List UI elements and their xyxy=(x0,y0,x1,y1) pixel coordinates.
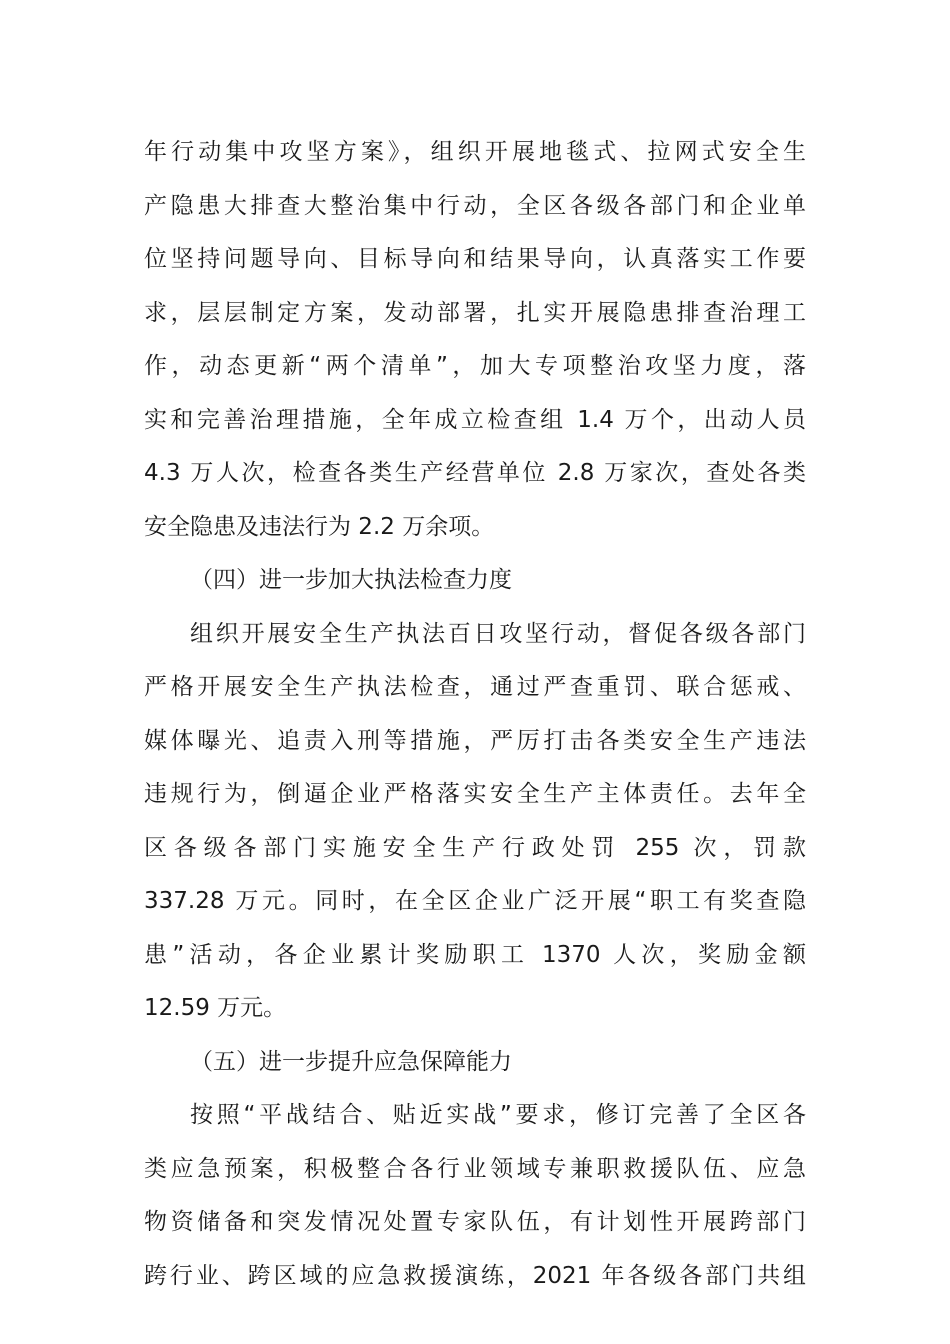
text-line: 区各级各部门实施安全生产行政处罚 255 次，罚款 xyxy=(144,834,806,861)
text-line: 类应急预案，积极整合各行业领域专兼职救援队伍、应急 xyxy=(144,1155,806,1182)
paragraph-emergency xyxy=(144,1089,806,1303)
text-line: 337.28 万元。同时，在全区企业广泛开展“职工有奖查隐 xyxy=(144,888,806,914)
text-line: 实和完善治理措施，全年成立检查组 1.4 万个，出动人员 xyxy=(144,406,806,433)
text-line: 12.59 万元。 xyxy=(144,995,287,1021)
text-line: 位坚持问题导向、目标导向和结果导向，认真落实工作要 xyxy=(144,246,806,272)
text-line: 物资储备和突发情况处置专家队伍，有计划性开展跨部门 xyxy=(144,1209,806,1235)
text-line: 作，动态更新“两个清单”，加大专项整治攻坚力度，落 xyxy=(144,353,806,379)
text-line: 产隐患大排查大整治集中行动，全区各级各部门和企业单 xyxy=(144,192,806,219)
text-line: 安全隐患及违法行为 2.2 万余项。 xyxy=(144,513,495,540)
section-heading-5: （五）进一步提升应急保障能力 xyxy=(190,1048,512,1075)
text-line: 严格开展安全生产执法检查，通过严查重罚、联合惩戒、 xyxy=(144,674,806,700)
text-line: 求，层层制定方案，发动部署，扎实开展隐患排查治理工 xyxy=(144,299,806,326)
text-line: 患”活动，各企业累计奖励职工 1370 人次，奖励金额 xyxy=(144,941,806,968)
text-line: 年行动集中攻坚方案》，组织开展地毯式、拉网式安全生 xyxy=(144,139,806,165)
paragraph-continuation xyxy=(144,126,806,554)
text-line: 4.3 万人次，检查各类生产经营单位 2.8 万家次，查处各类 xyxy=(144,460,806,486)
text-line: 组织开展安全生产执法百日攻坚行动，督促各级各部门 xyxy=(190,620,806,647)
text-line: 按照“平战结合、贴近实战”要求，修订完善了全区各 xyxy=(190,1102,806,1128)
document-body xyxy=(144,126,806,1303)
text-line: 媒体曝光、追责入刑等措施，严厉打击各类安全生产违法 xyxy=(144,727,806,754)
text-line: 违规行为，倒逼企业严格落实安全生产主体责任。去年全 xyxy=(144,781,806,807)
text-line: 跨行业、跨区域的应急救援演练，2021 年各级各部门共组 xyxy=(144,1262,806,1289)
paragraph-law-enforcement xyxy=(144,608,806,1036)
section-heading-4: （四）进一步加大执法检查力度 xyxy=(190,567,512,593)
